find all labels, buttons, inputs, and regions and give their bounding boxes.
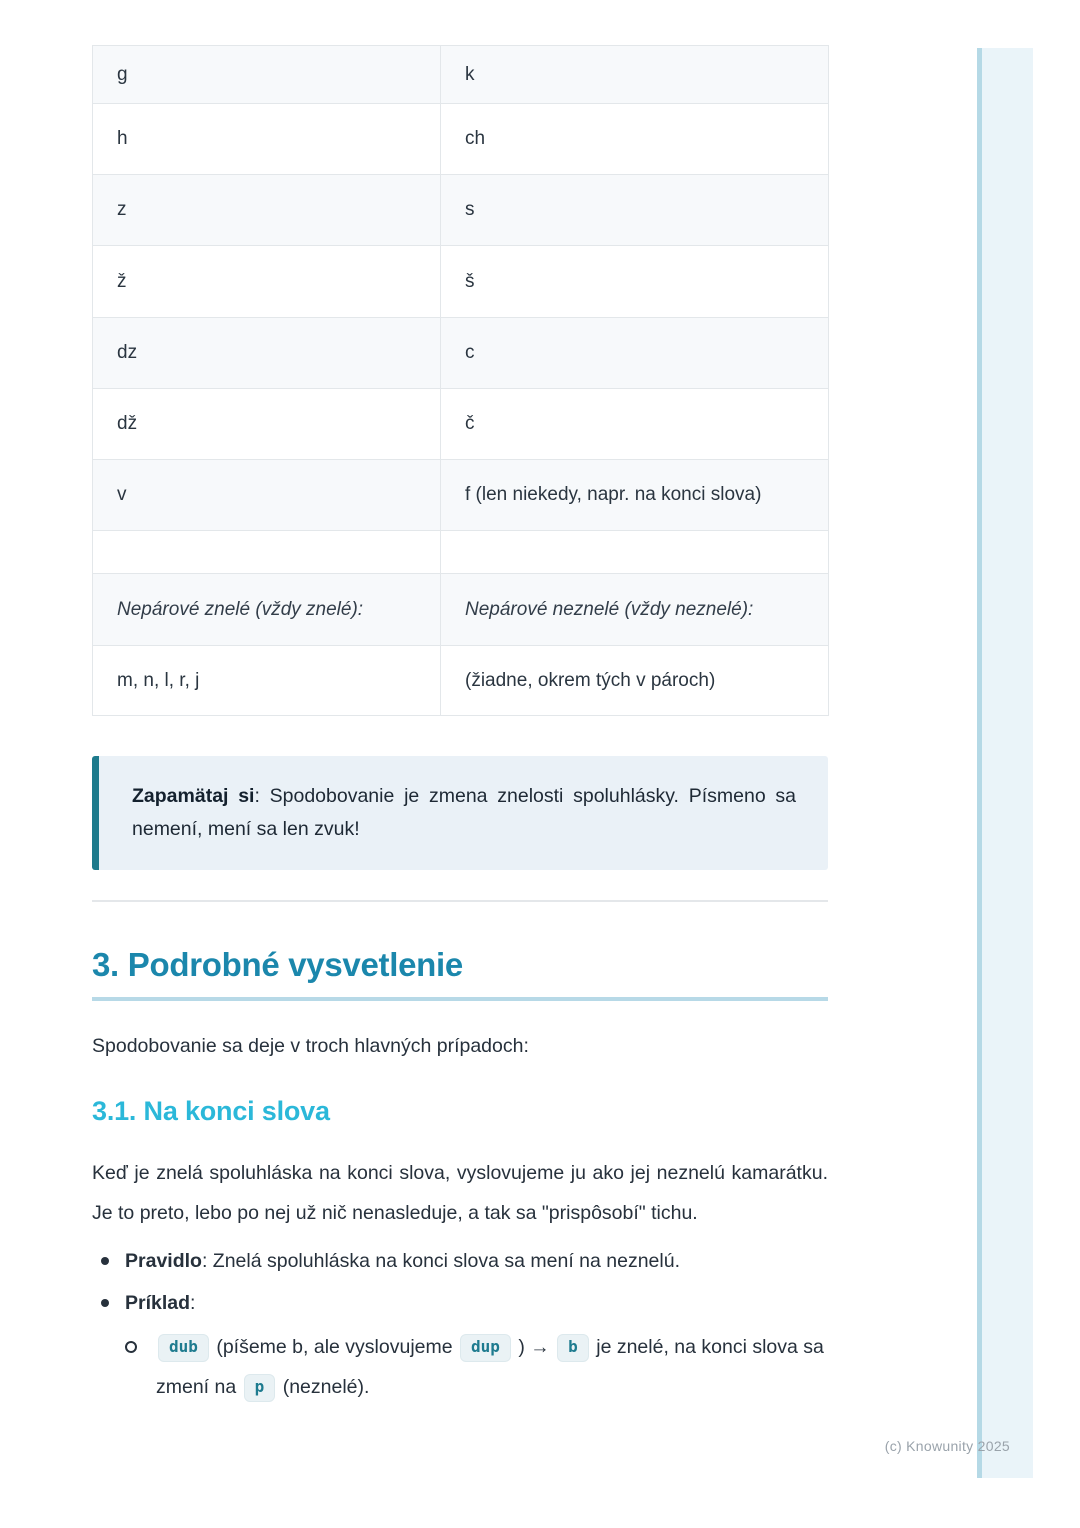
- list-item-example: [92, 1289, 828, 1407]
- subsection-heading: 3.1. Na konci slova: [92, 1096, 330, 1126]
- rule-text: : Znelá spoluhláska na konci slova sa mení na neznelú.: [201, 1250, 680, 1272]
- section-heading: 3. Podrobné vysvetlenie: [92, 946, 828, 1001]
- example-text-segment: (píšeme b, ale vyslovujeme: [210, 1336, 459, 1358]
- table-cell-voiceless: ch: [441, 104, 829, 175]
- table-row: [93, 104, 829, 175]
- list-item-rule: [92, 1247, 828, 1275]
- table-row: [93, 46, 829, 104]
- table-cell-voiceless: s: [441, 175, 829, 246]
- code-badge-b: b: [557, 1334, 589, 1362]
- table-cell-voiced: Nepárové znelé (vždy znelé):: [93, 574, 441, 646]
- table-cell-voiceless: f (len niekedy, napr. na konci slova): [441, 460, 829, 531]
- table-cell-voiced: dz: [93, 318, 441, 389]
- list-item-example-detail: [125, 1327, 828, 1407]
- code-badge-dub: dub: [158, 1334, 209, 1362]
- section-divider: [92, 900, 828, 902]
- table-row: [93, 460, 829, 531]
- table-cell-voiced: [93, 531, 441, 574]
- subsection-body-paragraph: Keď je znelá spoluhláska na konci slova, vyslovujeme ju ako jej neznelú kamarátku. Je to preto, lebo po nej už nič nenasleduje, a tak sa "prispôsobí" tichu.: [92, 1162, 828, 1224]
- rules-list: [92, 1247, 828, 1407]
- document-content: [92, 45, 828, 1407]
- consonant-pairs-table: [92, 45, 829, 716]
- table-row: [93, 175, 829, 246]
- callout-text: : Spodobovanie je zmena znelosti spoluhlásky. Písmeno sa nemení, mení sa len zvuk!: [132, 785, 797, 840]
- table-cell-voiced: dž: [93, 389, 441, 460]
- code-badge-p: p: [244, 1374, 276, 1402]
- rule-label: Pravidlo: [125, 1250, 202, 1272]
- table-row-empty: [93, 531, 829, 574]
- code-badge-dup: dup: [460, 1334, 511, 1362]
- table-cell-voiced: h: [93, 104, 441, 175]
- table-row-unpaired-header: [93, 574, 829, 646]
- table-row: [93, 246, 829, 318]
- page-side-accent-bar: [977, 48, 1033, 1478]
- example-text-segment: je znelé, na konci slova sa zmení na: [156, 1336, 824, 1398]
- table-cell-voiceless: c: [441, 318, 829, 389]
- example-sublist: [125, 1327, 828, 1407]
- example-colon: :: [190, 1292, 196, 1314]
- example-text-segment: (neznelé).: [277, 1376, 370, 1398]
- table-cell-voiceless: Nepárové neznelé (vždy neznelé):: [441, 574, 829, 646]
- callout-label: Zapamätaj si: [132, 785, 255, 807]
- table-cell-voiceless: š: [441, 246, 829, 318]
- table-cell-voiceless: č: [441, 389, 829, 460]
- table-cell-voiceless: (žiadne, okrem tých v pároch): [441, 646, 829, 716]
- table-cell-voiced: m, n, l, r, j: [93, 646, 441, 716]
- table-row: [93, 318, 829, 389]
- table-row: [93, 646, 829, 716]
- table-row: [93, 389, 829, 460]
- section-intro-paragraph: Spodobovanie sa deje v troch hlavných prípadoch:: [92, 1035, 529, 1057]
- copyright-notice: (c) Knowunity 2025: [884, 1438, 1010, 1454]
- table-cell-voiceless: [441, 531, 829, 574]
- table-cell-voiced: v: [93, 460, 441, 531]
- example-text-segment: ) →: [512, 1336, 556, 1358]
- table-cell-voiceless: k: [441, 46, 829, 104]
- table-cell-voiced: ž: [93, 246, 441, 318]
- table-cell-voiced: g: [93, 46, 441, 104]
- example-label: Príklad: [125, 1292, 191, 1314]
- remember-callout: [92, 756, 828, 870]
- table-cell-voiced: z: [93, 175, 441, 246]
